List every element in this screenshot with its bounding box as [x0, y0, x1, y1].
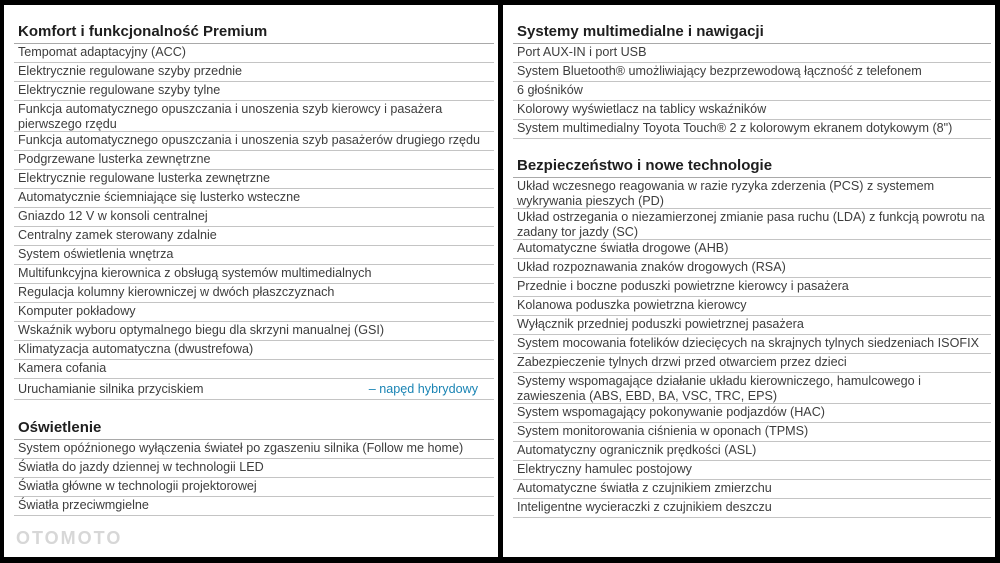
list-item: System multimedialny Toyota Touch® 2 z kolorowym ekranem dotykowym (8")	[513, 120, 991, 139]
list-item: Kolorowy wyświetlacz na tablicy wskaźników	[513, 101, 991, 120]
list-item: System wspomagający pokonywanie podjazdów (HAC)	[513, 404, 991, 423]
list-item: Multifunkcyjna kierownica z obsługą systemów multimedialnych	[14, 265, 494, 284]
multimedia-heading: Systemy multimedialne i nawigacji	[513, 20, 991, 44]
right-panel	[503, 5, 995, 557]
comfort-section	[14, 20, 494, 400]
list-item: Automatyczne światła z czujnikiem zmierzchu	[513, 480, 991, 499]
list-item: Kolanowa poduszka powietrzna kierowcy	[513, 297, 991, 316]
list-item: Elektrycznie regulowane szyby przednie	[14, 63, 494, 82]
list-item: Tempomat adaptacyjny (ACC)	[14, 44, 494, 63]
list-item: Elektrycznie regulowane lusterka zewnętrzne	[14, 170, 494, 189]
list-item: 6 głośników	[513, 82, 991, 101]
list-item: Klimatyzacja automatyczna (dwustrefowa)	[14, 341, 494, 360]
list-item: System Bluetooth® umożliwiający bezprzewodową łączność z telefonem	[513, 63, 991, 82]
list-item: Centralny zamek sterowany zdalnie	[14, 227, 494, 246]
watermark: OTOMOTO	[16, 528, 123, 548]
list-item: System mocowania fotelików dziecięcych na skrajnych tylnych siedzeniach ISOFIX	[513, 335, 991, 354]
list-item: Funkcja automatycznego opuszczania i unoszenia szyb pasażerów drugiego rzędu	[14, 132, 494, 151]
list-item-start-button	[14, 379, 494, 400]
list-item: Elektrycznie regulowane szyby tylne	[14, 82, 494, 101]
list-item: Automatycznie ściemniające się lusterko wsteczne	[14, 189, 494, 208]
left-panel	[4, 5, 498, 557]
list-item: Komputer pokładowy	[14, 303, 494, 322]
list-item: Automatyczny ogranicznik prędkości (ASL)	[513, 442, 991, 461]
list-item: Kamera cofania	[14, 360, 494, 379]
list-item: Wyłącznik przedniej poduszki powietrznej pasażera	[513, 316, 991, 335]
list-item: Światła do jazdy dziennej w technologii LED	[14, 459, 494, 478]
list-item: Inteligentne wycieraczki z czujnikiem deszczu	[513, 499, 991, 518]
list-item: Automatyczne światła drogowe (AHB)	[513, 240, 991, 259]
list-item-label: Uruchamianie silnika przyciskiem	[18, 382, 204, 396]
multimedia-section	[513, 20, 991, 139]
list-item: Światła przeciwmgielne	[14, 497, 494, 516]
list-item: Podgrzewane lusterka zewnętrzne	[14, 151, 494, 170]
safety-section	[513, 154, 991, 518]
list-item: Światła główne w technologii projektorowej	[14, 478, 494, 497]
lighting-section	[14, 416, 494, 516]
list-item: Przednie i boczne poduszki powietrzne kierowcy i pasażera	[513, 278, 991, 297]
list-item: Gniazdo 12 V w konsoli centralnej	[14, 208, 494, 227]
list-item: Układ ostrzegania o niezamierzonej zmianie pasa ruchu (LDA) z funkcją powrotu na zadany tor jazdy (SC)	[513, 209, 991, 240]
list-item: System monitorowania ciśnienia w oponach (TPMS)	[513, 423, 991, 442]
hybrid-note: – napęd hybrydowy	[368, 382, 478, 396]
list-item: Układ rozpoznawania znaków drogowych (RSA)	[513, 259, 991, 278]
list-item: Systemy wspomagające działanie układu kierowniczego, hamulcowego i zawieszenia (ABS, EBD, BA, VSC, TRC, EPS)	[513, 373, 991, 404]
list-item: Wskaźnik wyboru optymalnego biegu dla skrzyni manualnej (GSI)	[14, 322, 494, 341]
safety-heading: Bezpieczeństwo i nowe technologie	[513, 154, 991, 178]
lighting-heading: Oświetlenie	[14, 416, 494, 440]
list-item: Port AUX-IN i port USB	[513, 44, 991, 63]
list-item: Układ wczesnego reagowania w razie ryzyka zderzenia (PCS) z systemem wykrywania pieszych (PD)	[513, 178, 991, 209]
comfort-heading: Komfort i funkcjonalność Premium	[14, 20, 494, 44]
list-item: Regulacja kolumny kierowniczej w dwóch płaszczyznach	[14, 284, 494, 303]
list-item: Elektryczny hamulec postojowy	[513, 461, 991, 480]
list-item: Zabezpieczenie tylnych drzwi przed otwarciem przez dzieci	[513, 354, 991, 373]
list-item: System opóźnionego wyłączenia świateł po zgaszeniu silnika (Follow me home)	[14, 440, 494, 459]
list-item: System oświetlenia wnętrza	[14, 246, 494, 265]
list-item: Funkcja automatycznego opuszczania i unoszenia szyb kierowcy i pasażera pierwszego rzędu	[14, 101, 494, 132]
